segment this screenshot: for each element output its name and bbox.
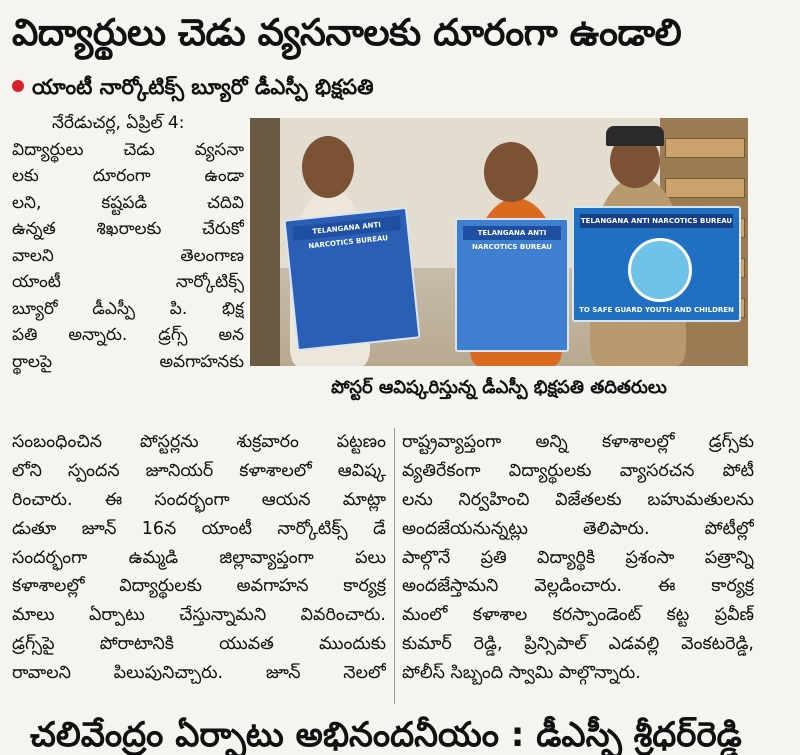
text-line: నేరేడుచర్ల, ఏప్రిల్ 4: [52, 113, 185, 133]
next-article-headline: చలివేంద్రం ఏర్పాటు అభినందనీయం : డీఎస్పీ శ్రీధర్‌రెడ్డి [30, 715, 742, 755]
text-line: డ్రగ్స్‌పై పోరాటానికి యువత ముందుకు [12, 634, 386, 655]
text-line: విద్యార్థులు చెడు వ్యసనా [12, 139, 244, 160]
text-line: వ్యతిరేకంగా విద్యార్థులకు వ్యాసరచన పోటీ [402, 460, 754, 481]
poster-title: TELANGANA ANTI NARCOTICS BUREAU [463, 226, 561, 240]
text-line: డుతూ జూన్ 16న యాంటీ నార్కోటిక్స్ డే [12, 518, 386, 539]
text-line: సంబంధించిన పోస్టర్లను శుక్రవారం పట్టణం [12, 432, 386, 452]
police-cap [606, 126, 664, 146]
text-line: లోని స్పందన జూనియర్ కళాశాలలో ఆవిష్క [12, 460, 386, 481]
text-line: కళాశాలల్లో విద్యార్థులకు అవగాహన కార్యక్ర [12, 576, 386, 597]
poster-title: TELANGANA ANTI NARCOTICS BUREAU [292, 216, 401, 241]
poster-right [572, 206, 741, 322]
text-line: పాల్గొనే ప్రతి విద్యార్థికి ప్రశంసా పత్రాన్ని [402, 547, 754, 568]
text-line: లని, కష్టపడి చదివి [12, 192, 244, 213]
poster-middle [455, 218, 569, 352]
poster-circle-graphic [628, 238, 692, 302]
article-column-right [402, 428, 754, 688]
text-line: రించారు. ఈ సందర్భంగా ఆయన మాట్లా [12, 489, 386, 510]
column-divider [394, 428, 395, 704]
photo-shelf-box [665, 138, 745, 158]
text-line: మాలు ఏర్పాటు చేస్తున్నామని వివరించారు. [12, 605, 386, 626]
poster-title: TELANGANA ANTI NARCOTICS BUREAU [580, 214, 733, 228]
article-column-left [12, 428, 386, 688]
text-line: యాంటీ నార్కోటిక్స్ [12, 272, 244, 292]
text-line: రావాలని పిలుపునిచ్చారు. జూన్ నెలలో [12, 663, 386, 684]
text-line: ర్థాలపై అవగాహనకు [12, 351, 244, 372]
text-line: లను నిర్వహించి విజేతలకు బహుమతులను [402, 489, 754, 510]
text-line: పోలీస్ సిబ్బంది స్వామి పాల్గొన్నారు. [402, 663, 641, 684]
text-line: లకు దూరంగా ఉండా [12, 166, 244, 186]
poster-slogan: TO SAFE GUARD YOUTH AND CHILDREN [579, 306, 734, 314]
person-left-head [302, 136, 354, 198]
text-line: అందజేయనున్నట్లు తెలిపారు. పోటీల్లో [402, 518, 754, 539]
text-line: రాష్ట్రవ్యాప్తంగా అన్ని కళాశాలల్లో డ్రగ్స్‌కు [402, 432, 754, 452]
article-subheadline [12, 72, 788, 102]
red-bullet-icon [12, 80, 24, 92]
subheadline-text: యాంటీ నార్కోటిక్స్ బ్యూరో డీఎస్పీ భిక్షపతి [32, 75, 374, 99]
photo-doorframe [250, 118, 280, 366]
person-middle-head [484, 142, 538, 202]
poster-left [283, 207, 420, 351]
article-headline: విద్యార్థులు చెడు వ్యసనాలకు దూరంగా ఉండాలి [12, 11, 682, 54]
text-line: సందర్భంగా ఉమ్మడి జిల్లావ్యాప్తంగా పలు [12, 547, 386, 568]
article-column-narrow [12, 110, 244, 375]
text-line: మంలో కళాశాల కరస్పాండెంట్ కట్ట ప్రవీణ్ [402, 605, 754, 626]
text-line: వాలని తెలంగాణ [12, 245, 244, 266]
text-line: బ్యూరో డీఎస్పీ పి. భిక్ష [12, 298, 244, 319]
text-line: అందజేస్తామని వెల్లడించారు. ఈ కార్యక్ర [402, 576, 754, 597]
photo-shelf-box [665, 178, 745, 198]
photo-caption: పోస్టర్ ఆవిష్కరిస్తున్న డీఎస్పీ భిక్షపతి తదితరులు [331, 377, 667, 398]
text-line: పతి అన్నారు. డ్రగ్స్ అన [12, 325, 244, 345]
text-line: ఉన్నత శిఖరాలకు చేరుకో [12, 219, 244, 239]
news-photo [250, 118, 748, 366]
text-line: కుమార్ రెడ్డి, ప్రిన్సిపాల్ ఎడవల్లి వెంకటరెడ్డి, [402, 634, 754, 655]
